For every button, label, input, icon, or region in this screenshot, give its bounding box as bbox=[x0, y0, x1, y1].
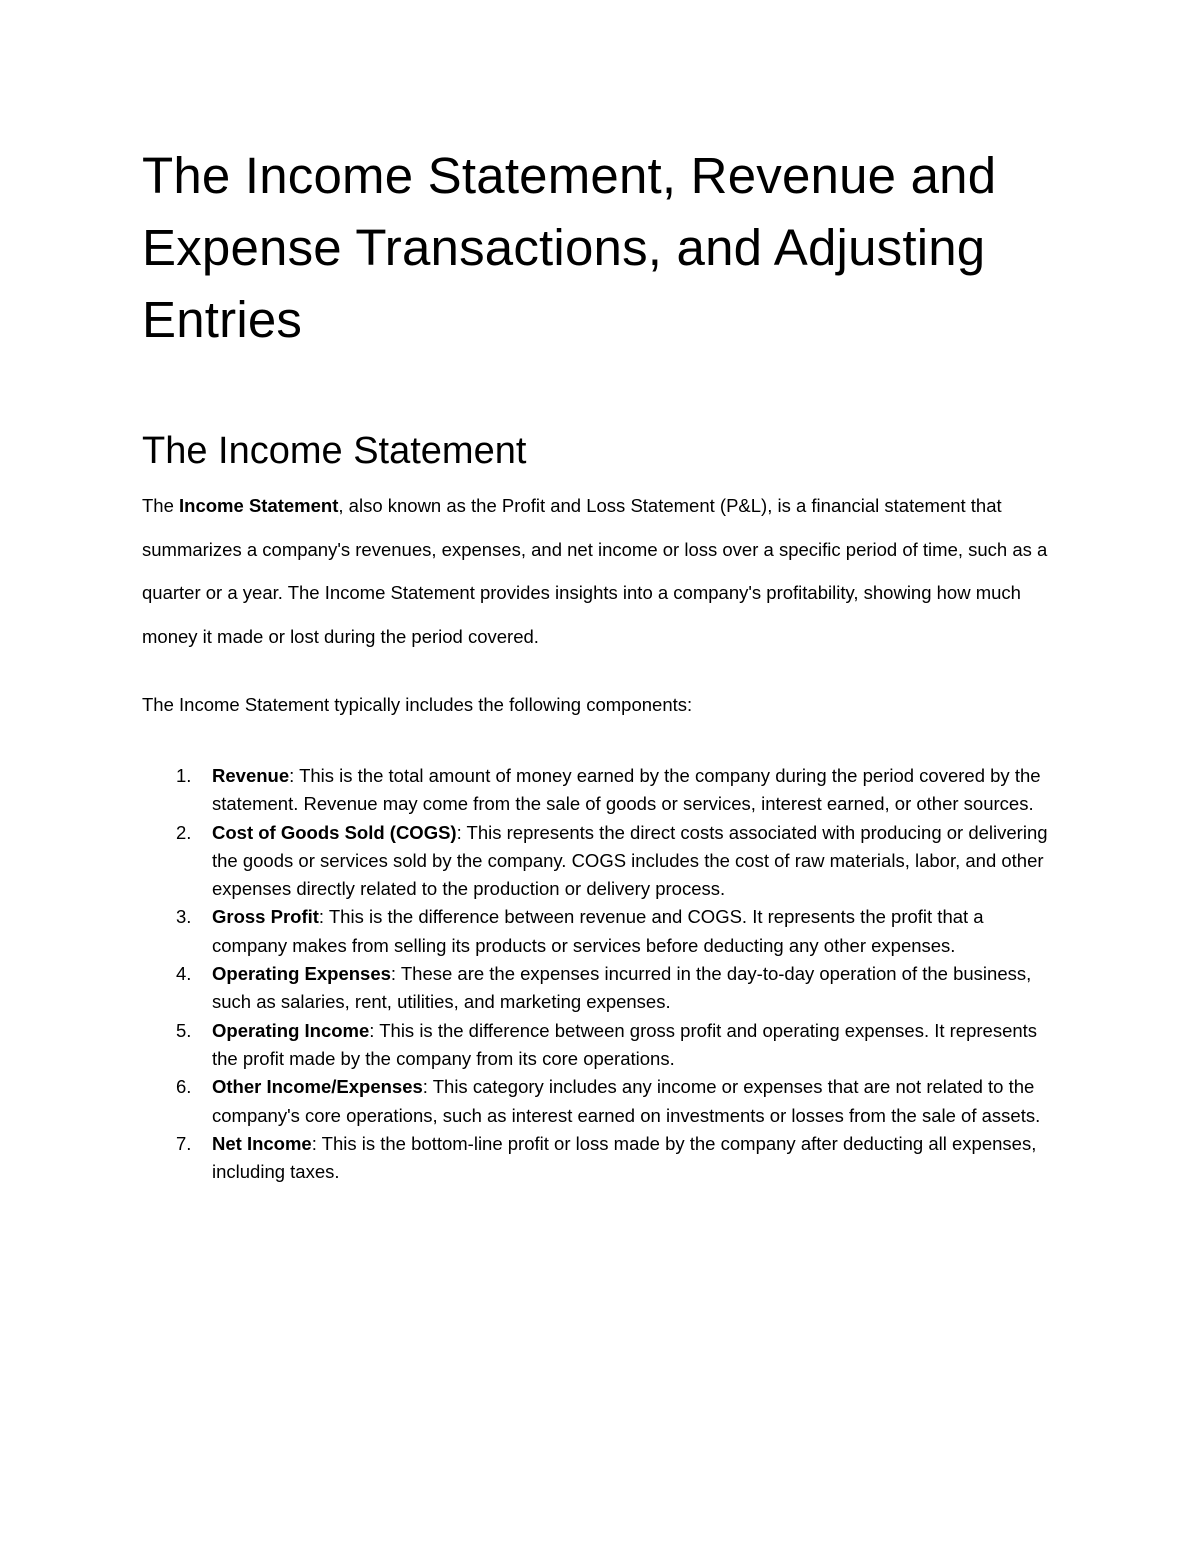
list-item-description: : These are the expenses incurred in the day-to-day operation of the business, such as salaries, rent, utilities, and marketing expenses. bbox=[212, 963, 1032, 1013]
list-item-term: Revenue bbox=[212, 765, 290, 786]
list-item-description: : This category includes any income or expenses that are not related to the company's core operations, such as interest earned on investments or losses from the sale of assets. bbox=[212, 1076, 1041, 1126]
list-item-number: 4. bbox=[176, 963, 192, 985]
document-title: The Income Statement, Revenue and Expense Transactions, and Adjusting Entries bbox=[142, 147, 997, 348]
list-item-number: 7. bbox=[176, 1132, 192, 1154]
section-heading: The Income Statement bbox=[142, 430, 527, 472]
list-item-description: : This represents the direct costs associated with producing or delivering the goods or services sold by the company. COGS includes the cost of raw materials, labor, and other expenses directly related to the production or delivery process. bbox=[212, 821, 1048, 900]
list-item-term: Operating Expenses bbox=[212, 963, 391, 985]
intro-term: Income Statement bbox=[179, 495, 339, 516]
list-item-number: 2. bbox=[176, 821, 192, 843]
intro-body: , also known as the Profit and Loss Statement (P&L), is a financial statement that summarizes a company's revenues, expenses, and net income or loss over a specific period of time, such as a quarter or a year. The Income Statement provides insights into a company's profitability, showing how much money it made or lost during the period covered. bbox=[142, 495, 1048, 647]
list-item-description: : This is the bottom-line profit or loss made by the company after deducting all expenses, including taxes. bbox=[212, 1132, 1037, 1183]
list-item-term: Other Income/Expenses bbox=[212, 1076, 423, 1098]
list-item bbox=[142, 762, 1062, 819]
list-item bbox=[142, 1073, 1062, 1130]
components-list bbox=[142, 762, 1062, 1186]
list-item-number: 5. bbox=[176, 1019, 192, 1041]
list-item bbox=[142, 819, 1062, 904]
list-item bbox=[142, 1017, 1062, 1074]
list-item-number: 3. bbox=[176, 906, 192, 928]
list-item bbox=[142, 960, 1062, 1017]
list-item-description: : This is the total amount of money earned by the company during the period covered by the statement. Revenue may come from the sale of goods or services, interest earned, or other sources. bbox=[212, 765, 1041, 815]
list-item-term: Net Income bbox=[212, 1132, 312, 1154]
list-item bbox=[142, 1130, 1062, 1187]
list-item-term: Gross Profit bbox=[212, 906, 319, 928]
intro-prefix: The bbox=[142, 495, 180, 516]
list-item-description: : This is the difference between revenue and COGS. It represents the profit that a company makes from selling its products or services before deducting any other expenses. bbox=[212, 906, 984, 956]
list-item-number: 6. bbox=[176, 1076, 192, 1098]
list-item-term: Operating Income bbox=[212, 1019, 370, 1041]
list-item-number: 1. bbox=[176, 765, 192, 786]
intro-paragraph bbox=[142, 484, 1062, 658]
list-item-term: Cost of Goods Sold (COGS) bbox=[212, 821, 457, 843]
components-lead-in: The Income Statement typically includes the following components: bbox=[142, 694, 693, 715]
list-item-description: : This is the difference between gross profit and operating expenses. It represents the profit made by the company from its core operations. bbox=[212, 1019, 1038, 1069]
list-item bbox=[142, 903, 1062, 960]
